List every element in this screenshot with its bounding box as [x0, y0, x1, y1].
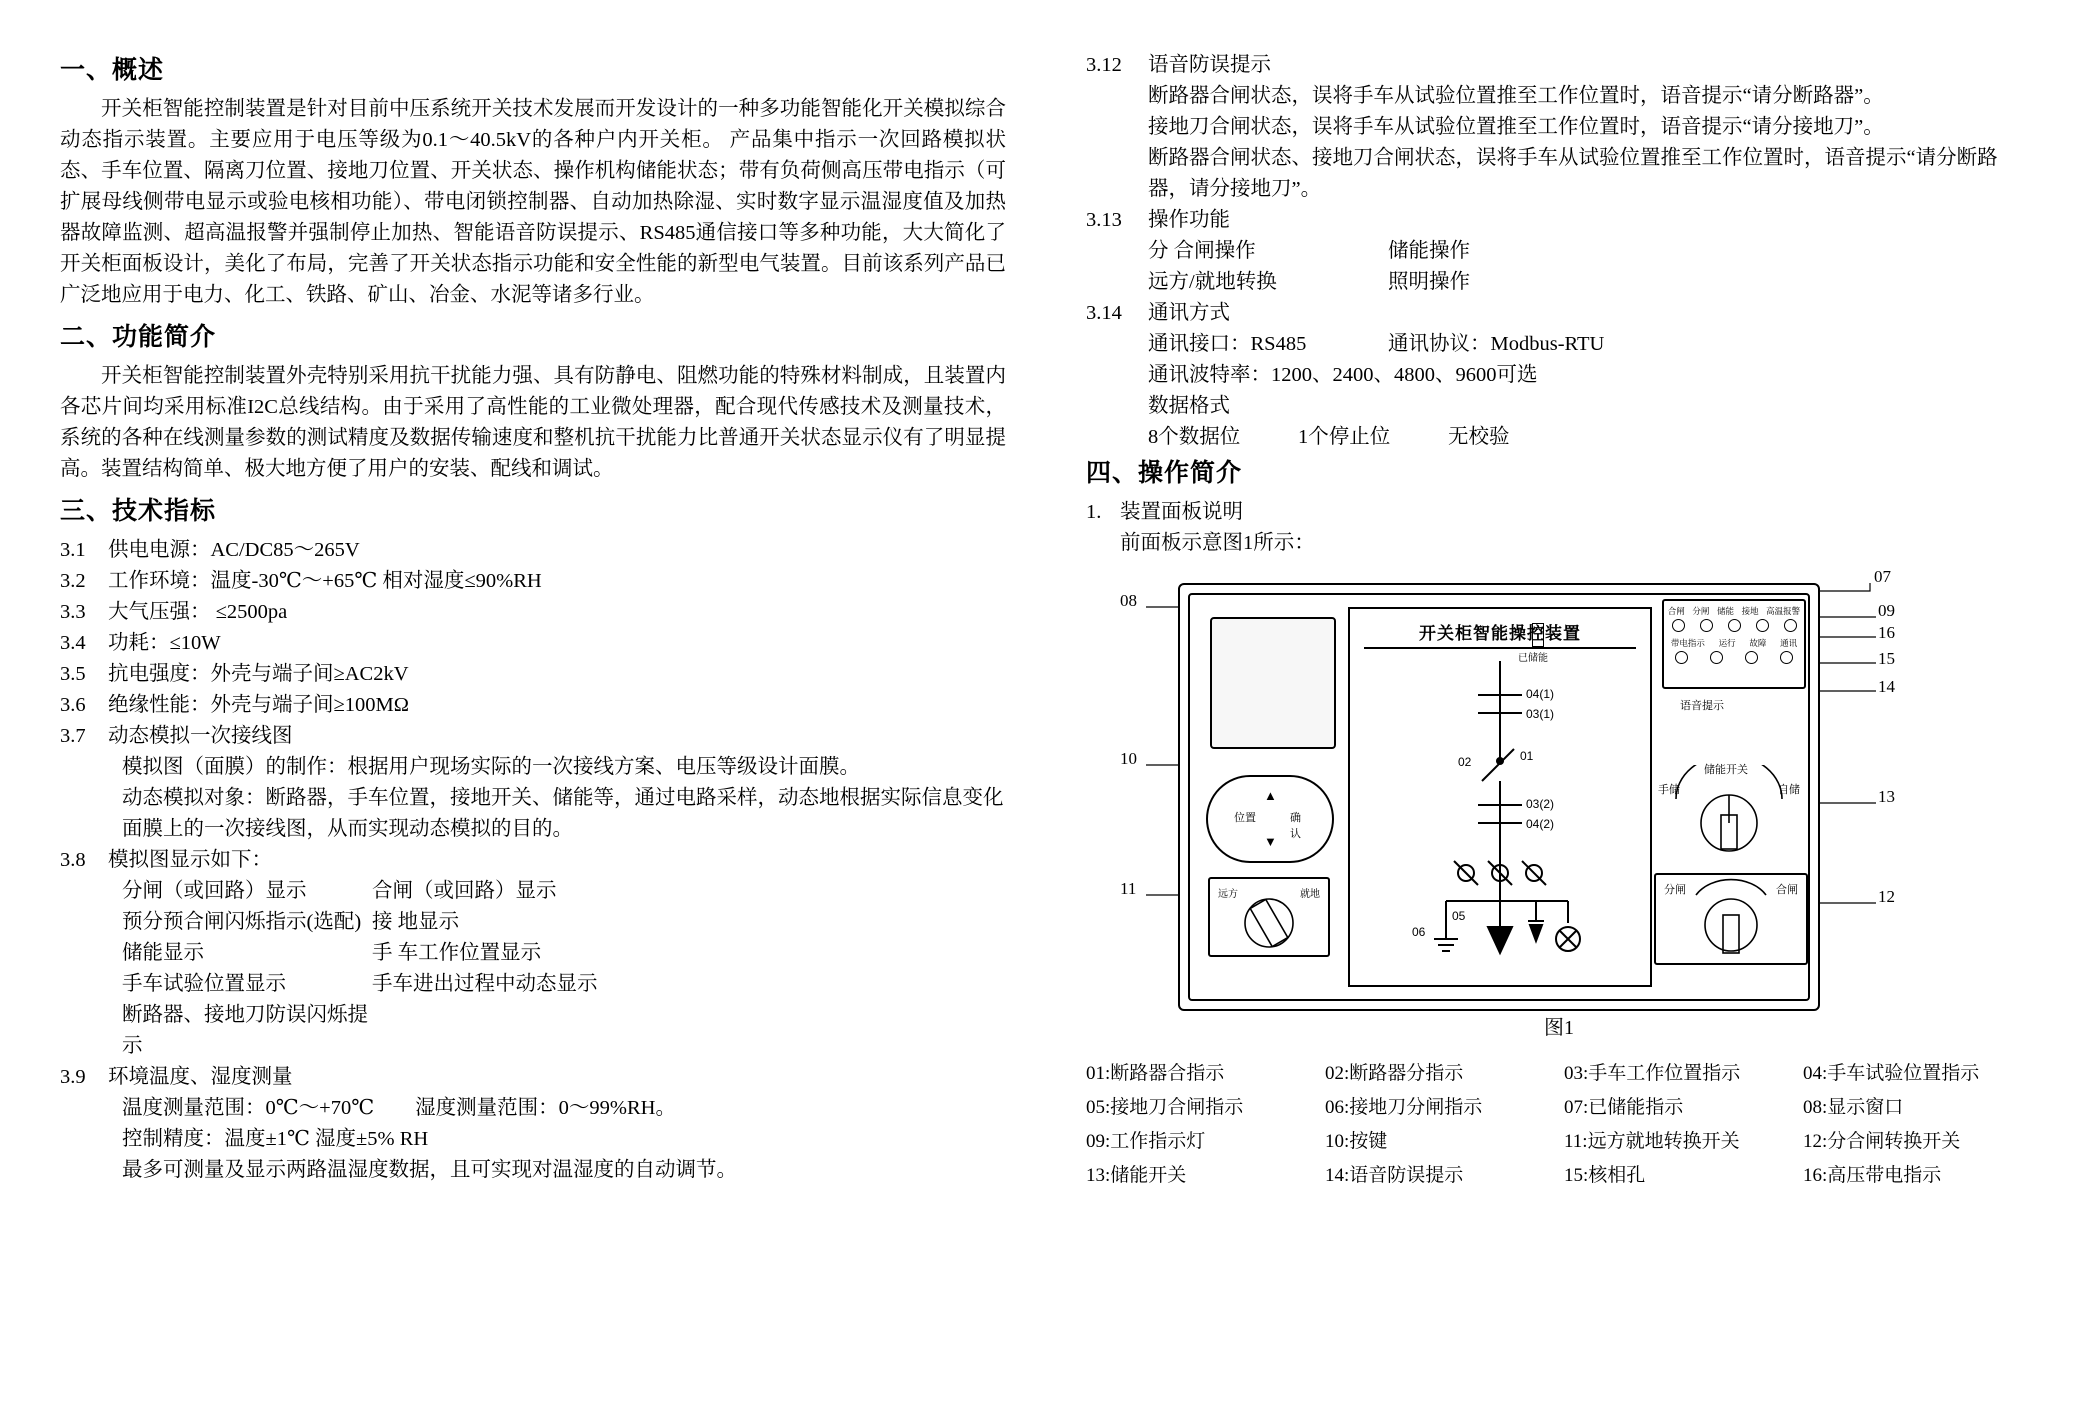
panel-figure	[1086, 565, 2032, 1045]
callout-09: 09	[1878, 601, 1895, 620]
spec-text: 抗电强度：外壳与端子间≥AC2kV	[108, 663, 409, 685]
mimic-label-01: 01	[1520, 749, 1534, 763]
phase-check-hole	[1710, 651, 1723, 664]
voice-warning-line: 接地刀合闸状态，误将手车从试验位置推至工作位置时，语音提示“请分接地刀”。	[1148, 116, 1884, 138]
mimic-label-06: 06	[1412, 925, 1426, 939]
legend-item: 13:储能开关	[1086, 1165, 1187, 1186]
led-label: 合闸	[1667, 606, 1685, 616]
spec-item	[60, 566, 1006, 597]
led-indicator	[1672, 619, 1685, 632]
spec-number: 3.1	[60, 539, 86, 561]
spec-number: 3.6	[60, 694, 86, 716]
spec-number: 3.7	[60, 725, 86, 747]
overview-paragraph: 开关柜智能控制装置是针对目前中压系统开关技术发展而开发设计的一种多功能智能化开关模拟综合动态指示装置。主要应用于电压等级为0.1～40.5kV的各种户内开关柜。 产品集中指示一次回路模拟状态、手车位置、隔离刀位置、接地刀位置、开关状态、操作机构储能状态；带有负荷侧高压带电指示（可扩展母线侧带电显示或验电核相功能）、带电闭锁控制器、自动加热除湿、实时数字显示温湿度值及加热器故障监测、超高温报警并强制停止加热、智能语音防误提示、RS485通信接口等多种功能，大大简化了开关柜面板设计，美化了布局，完善了开关状态指示功能和安全性能的新型电气装置。目前该系列产品已广泛地应用于电力、化工、铁路、矿山、冶金、水泥等诸多行业。	[60, 98, 1006, 306]
callout-16: 16	[1878, 623, 1895, 642]
stored-energy-label: 已储能	[1518, 653, 1548, 664]
legend-item: 07:已储能指示	[1564, 1097, 1684, 1118]
section-heading-operation: 四、操作简介	[1086, 459, 1243, 487]
mimic-diagram-title: 开关柜智能操控装置	[1419, 624, 1581, 643]
spec-item	[60, 659, 1006, 690]
led-label: 储能	[1716, 606, 1734, 616]
legend-item: 01:断路器合指示	[1086, 1063, 1225, 1084]
display-mode-row	[60, 907, 1006, 938]
display-mode-row	[60, 969, 1006, 1000]
comm-protocol: 通讯协议：Modbus-RTU	[1388, 333, 1605, 355]
spec-item	[60, 628, 1006, 659]
temp-humidity-line: 控制精度：温度±1℃ 湿度±5% RH	[122, 1128, 429, 1150]
spec-text: 大气压强： ≤2500pa	[108, 601, 288, 623]
spec-number: 3.5	[60, 663, 86, 685]
functions-paragraph: 开关柜智能控制装置外壳特别采用抗干扰能力强、具有防静电、阻燃功能的特殊材料制成，且装置内各芯片间均采用标准I2C总线结构。由于采用了高性能的工业微处理器，配合现代传感技术及测量技术，系统的各种在线测量参数的测试精度及数据传输速度和整机抗干扰能力比普通开关状态显示仪有了明显提高。装置结构简单、极大地方便了用户的安装、配线和调试。	[60, 365, 1006, 480]
figure-caption: 图1	[1544, 1017, 1574, 1039]
led-label-row-3	[1664, 665, 1804, 675]
mimic-label-05: 05	[1452, 909, 1466, 923]
comm-row	[1086, 329, 2032, 360]
spec-item-3-12	[1086, 50, 2032, 81]
phase-check-hole	[1675, 651, 1688, 664]
spec-text: 绝缘性能：外壳与端子间≥100MΩ	[108, 694, 409, 716]
legend-item: 10:按键	[1325, 1131, 1388, 1152]
callout-13: 13	[1878, 787, 1895, 806]
local-label: 就地	[1300, 889, 1320, 900]
spec-number: 3.3	[60, 601, 86, 623]
display-mode-left: 预分预合闸闪烁指示(选配)	[122, 911, 362, 933]
led-label: 带电指示	[1670, 638, 1705, 648]
display-mode-row	[60, 938, 1006, 969]
comm-baudrate: 通讯波特率：1200、2400、4800、9600可选	[1148, 364, 1538, 386]
left-column	[60, 50, 1046, 1388]
legend-item: 02:断路器分指示	[1325, 1063, 1464, 1084]
legend-item: 04:手车试验位置指示	[1803, 1063, 1980, 1084]
callout-08: 08	[1120, 591, 1137, 610]
operation-text: 装置面板说明	[1120, 501, 1243, 523]
legend-item: 15:核相孔	[1564, 1165, 1646, 1186]
remote-local-switch[interactable]	[1208, 877, 1330, 957]
callout-07: 07	[1874, 567, 1891, 586]
spec-number: 3.12	[1086, 54, 1122, 76]
energy-switch-title: 储能开关	[1704, 764, 1748, 776]
led-label: 通讯	[1780, 638, 1798, 648]
callout-15: 15	[1878, 649, 1895, 668]
mimic-label-04-2: 04(2)	[1526, 817, 1555, 831]
callout-12: 12	[1878, 887, 1895, 906]
device-front-panel	[1178, 583, 1820, 1011]
spec-text: 供电电源：AC/DC85～265V	[108, 539, 360, 561]
spec-item-3-8	[60, 845, 1006, 876]
spec-item	[60, 597, 1006, 628]
operation-row	[1086, 236, 2032, 267]
auto-store-label: 自储	[1778, 784, 1800, 796]
parity: 无校验	[1448, 426, 1510, 448]
spec-text: 功耗：≤10W	[108, 632, 221, 654]
spec-text: 工作环境：温度-30℃～+65℃ 相对湿度≤90%RH	[108, 570, 542, 592]
led-label: 高温报警	[1766, 606, 1801, 616]
spec-item-3-13	[1086, 205, 2032, 236]
led-indicator	[1756, 619, 1769, 632]
voice-prompt-label: 语音提示	[1680, 700, 1724, 712]
open-close-switch[interactable]	[1654, 873, 1808, 965]
led-label: 运行	[1718, 638, 1736, 648]
spec-item	[60, 721, 1006, 752]
spec-3-7-detail-a: 模拟图（面膜）的制作：根据用户现场实际的一次接线方案、电压等级设计面膜。	[122, 756, 860, 778]
operation-number: 1.	[1086, 501, 1102, 523]
mimic-label-02: 02	[1458, 755, 1472, 769]
mimic-diagram	[1348, 607, 1652, 987]
comm-interface: 通讯接口：RS485	[1148, 333, 1307, 355]
display-window	[1210, 617, 1336, 749]
section-heading-overview: 一、概述	[60, 56, 165, 84]
display-mode-right: 手 车工作位置显示	[372, 942, 542, 964]
operation-left: 远方/就地转换	[1148, 271, 1277, 293]
keypad-position-label[interactable]: 位置	[1234, 812, 1256, 824]
legend-item: 14:语音防误提示	[1325, 1165, 1464, 1186]
spec-text: 通讯方式	[1148, 302, 1230, 324]
mimic-label-03-2: 03(2)	[1526, 797, 1555, 811]
comm-dataformat-label: 数据格式	[1148, 395, 1230, 417]
display-mode-right	[372, 1000, 1006, 1062]
energy-storage-switch[interactable]	[1654, 765, 1804, 857]
phase-check-hole	[1780, 651, 1793, 664]
phase-check-hole	[1745, 651, 1758, 664]
figure-intro: 前面板示意图1所示：	[1120, 532, 1315, 554]
temp-humidity-line: 最多可测量及显示两路温湿度数据，且可实现对温湿度的自动调节。	[122, 1159, 737, 1181]
led-row-2	[1664, 651, 1804, 664]
display-mode-right: 合闸（或回路）显示	[372, 880, 557, 902]
voice-warning-line: 断路器合闸状态、接地刀合闸状态，误将手车从试验位置推至工作位置时，语音提示“请分断路器，请分接地刀”。	[1148, 147, 1998, 200]
display-mode-row	[60, 1000, 1006, 1062]
keypad-up-icon[interactable]: ▲	[1264, 788, 1277, 803]
spec-number: 3.9	[60, 1066, 86, 1088]
display-mode-left: 储能显示	[122, 942, 204, 964]
operation-row	[1086, 267, 2032, 298]
spec-number: 3.13	[1086, 209, 1122, 231]
callout-11: 11	[1120, 879, 1137, 898]
keypad-dpad[interactable]	[1234, 788, 1301, 849]
operation-item-1	[1086, 497, 2032, 528]
right-column	[1046, 50, 2032, 1388]
legend-item: 16:高压带电指示	[1803, 1165, 1942, 1186]
open-label: 分闸	[1664, 884, 1686, 896]
comm-dataformat-row	[1086, 422, 2032, 453]
led-indicator	[1784, 619, 1797, 632]
spec-number: 3.14	[1086, 302, 1122, 324]
spec-item	[60, 690, 1006, 721]
led-label-row-1	[1664, 605, 1804, 617]
data-bits: 8个数据位	[1148, 426, 1241, 448]
spec-item-3-14	[1086, 298, 2032, 329]
legend-item: 05:接地刀合闸指示	[1086, 1097, 1244, 1118]
section-heading-functions: 二、功能简介	[60, 323, 217, 351]
legend-item: 11:远方就地转换开关	[1564, 1131, 1740, 1152]
callout-10: 10	[1120, 749, 1137, 768]
display-mode-right: 接 地显示	[372, 911, 460, 933]
spec-text: 操作功能	[1148, 209, 1230, 231]
voice-warning-line: 断路器合闸状态，误将手车从试验位置推至工作位置时，语音提示“请分断路器”。	[1148, 85, 1884, 107]
led-label: 故障	[1749, 638, 1767, 648]
keypad[interactable]	[1206, 775, 1334, 863]
keypad-down-icon[interactable]: ▼	[1264, 834, 1277, 849]
led-label: 接地	[1741, 606, 1759, 616]
manual-store-label: 手储	[1658, 784, 1680, 796]
display-mode-row	[60, 876, 1006, 907]
legend-item: 08:显示窗口	[1803, 1097, 1904, 1118]
operation-right: 储能操作	[1388, 240, 1470, 262]
stop-bits: 1个停止位	[1298, 426, 1391, 448]
legend-grid	[1086, 1059, 2032, 1191]
close-label: 合闸	[1776, 884, 1798, 896]
led-indicator	[1700, 619, 1713, 632]
spec-item	[60, 535, 1006, 566]
callout-14: 14	[1878, 677, 1895, 696]
mimic-label-03-1: 03(1)	[1526, 707, 1555, 721]
spec-item-3-9	[60, 1062, 1006, 1093]
legend-item: 06:接地刀分闸指示	[1325, 1097, 1483, 1118]
spec-3-7-detail-b: 动态模拟对象：断路器，手车位置，接地开关、储能等，通过电路采样，动态地根据实际信息变化面膜上的一次接线图，从而实现动态模拟的目的。	[122, 787, 1004, 840]
spec-text: 环境温度、湿度测量	[108, 1066, 293, 1088]
display-mode-right: 手车进出过程中动态显示	[372, 973, 598, 995]
temp-humidity-line: 温度测量范围：0℃～+70℃ 湿度测量范围：0～99%RH。	[122, 1097, 676, 1119]
led-indicator	[1728, 619, 1741, 632]
display-mode-left: 分闸（或回路）显示	[122, 880, 307, 902]
display-mode-left: 手车试验位置显示	[122, 973, 286, 995]
operation-right: 照明操作	[1388, 271, 1470, 293]
led-label: 分闸	[1692, 606, 1710, 616]
keypad-confirm-label[interactable]: 确认	[1290, 812, 1301, 840]
legend-item: 03:手车工作位置指示	[1564, 1063, 1741, 1084]
remote-label: 远方	[1218, 889, 1238, 900]
mimic-label-04-1: 04(1)	[1526, 687, 1555, 701]
indicator-led-block	[1662, 599, 1806, 689]
section-heading-specs: 三、技术指标	[60, 497, 217, 525]
led-label-row-2	[1664, 637, 1804, 649]
spec-number: 3.8	[60, 849, 86, 871]
legend-item: 12:分合闸转换开关	[1803, 1131, 1961, 1152]
spec-text: 语音防误提示	[1148, 54, 1271, 76]
spec-text: 动态模拟一次接线图	[108, 725, 293, 747]
spec-number: 3.4	[60, 632, 86, 654]
led-row-1	[1664, 619, 1804, 632]
single-line-diagram	[1350, 609, 1650, 985]
legend-item: 09:工作指示灯	[1086, 1131, 1206, 1152]
operation-left: 分 合闸操作	[1148, 240, 1256, 262]
spec-number: 3.2	[60, 570, 86, 592]
spec-text: 模拟图显示如下：	[108, 849, 272, 871]
display-mode-left: 断路器、接地刀防误闪烁提示	[122, 1004, 368, 1057]
